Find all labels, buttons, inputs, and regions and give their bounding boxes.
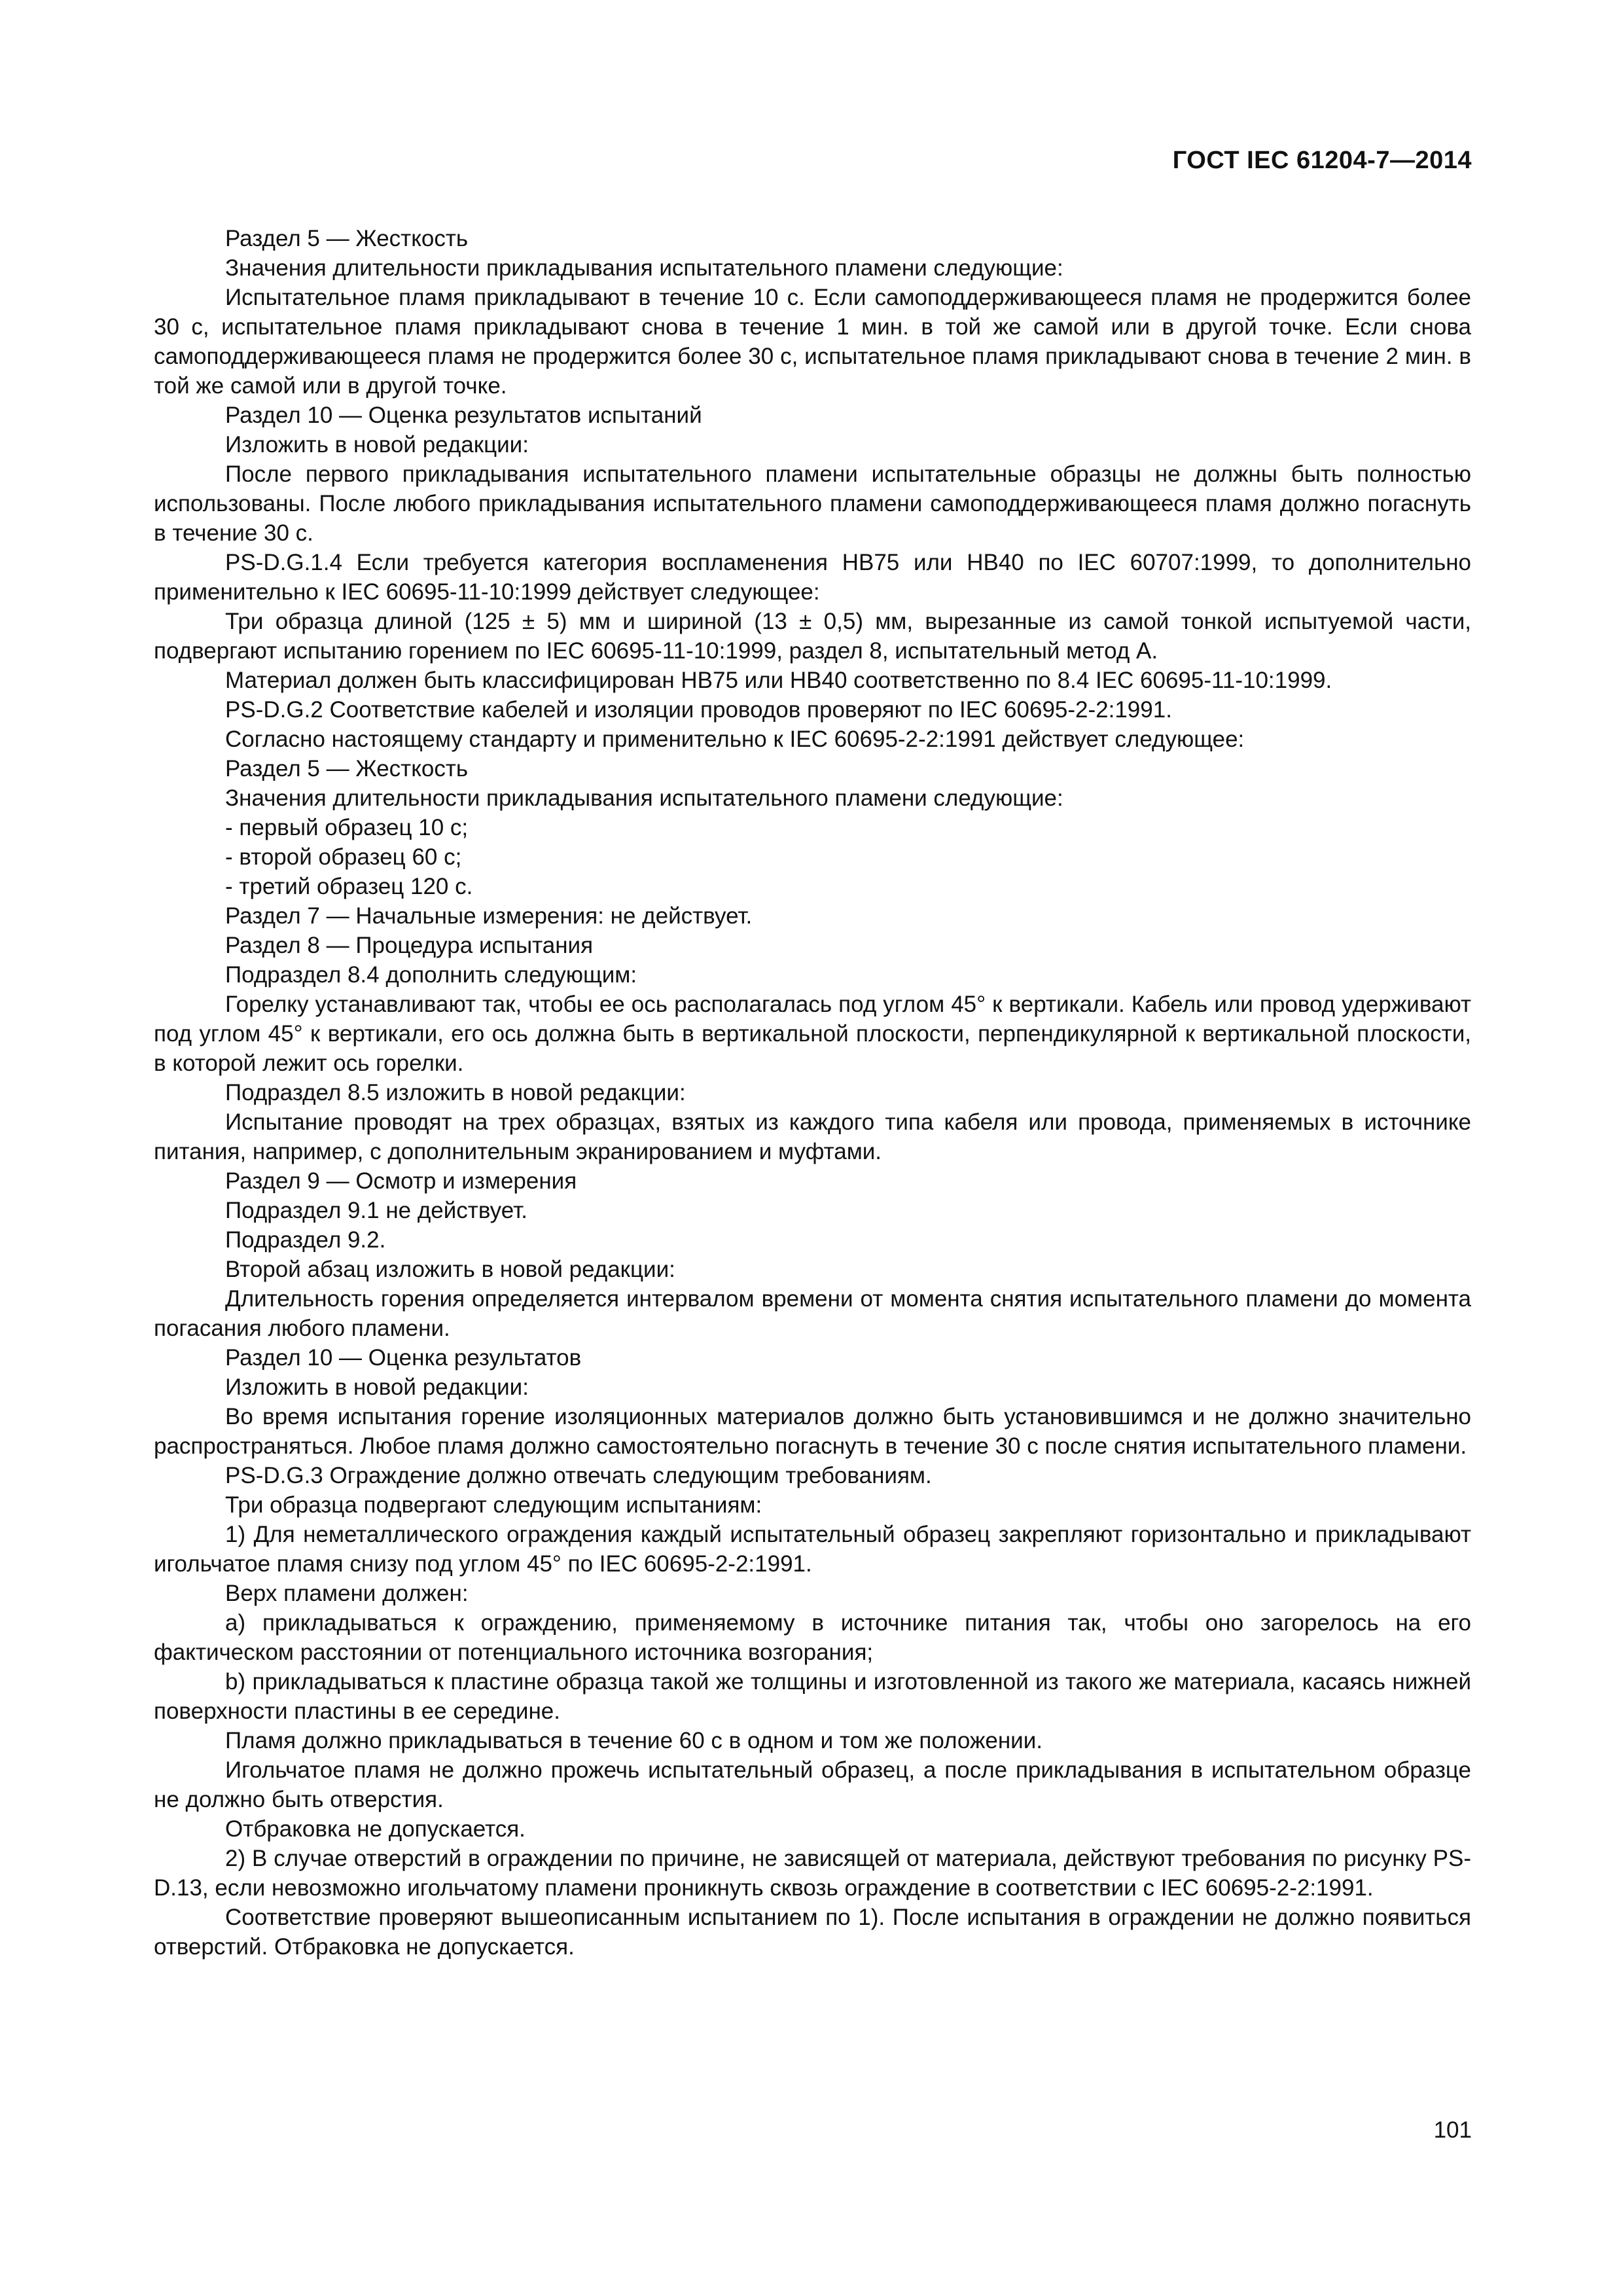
body-paragraph: - первый образец 10 с; <box>225 815 469 840</box>
body-paragraph: Значения длительности прикладывания испытательного пламени следующие: <box>225 255 1063 281</box>
body-paragraph: Значения длительности прикладывания испытательного пламени следующие: <box>225 785 1063 811</box>
body-paragraph: Игольчатое пламя не должно прожечь испытательный образец, а после прикладывания в испытательном образце не должно быть отверстия. <box>154 1757 1471 1812</box>
body-paragraph: Раздел 10 — Оценка результатов испытаний <box>225 403 702 428</box>
body-paragraph: Согласно настоящему стандарту и применительно к IEC 60695-2-2:1991 действует следующее: <box>225 726 1245 752</box>
body-paragraph: 2) В случае отверстий в ограждении по причине, не зависящей от материала, действуют требования по рисунку PS-D.13, если невозможно игольчатому пламени проникнуть сквозь ограждение в соответствии с IEC 60695-2-2:1991. <box>154 1846 1471 1901</box>
body-paragraph: Подраздел 9.2. <box>225 1227 386 1253</box>
body-paragraph: PS-D.G.1.4 Если требуется категория воспламенения НВ75 или НВ40 по IEC 60707:1999, то дополнительно применительно к IEC 60695-11-10:1999 действует следующее: <box>154 550 1471 605</box>
body-paragraph: a) прикладываться к ограждению, применяемому в источнике питания так, чтобы оно загорелось на его фактическом расстоянии от потенциального источника возгорания; <box>154 1610 1471 1665</box>
body-paragraph: Раздел 7 — Начальные измерения: не действует. <box>225 903 753 929</box>
body-paragraph: - второй образец 60 с; <box>225 844 462 870</box>
body-paragraph: Раздел 10 — Оценка результатов <box>225 1345 582 1371</box>
body-paragraph: 1) Для неметаллического ограждения каждый испытательный образец закрепляют горизонтально и прикладывают игольчатое пламя снизу под углом 45° по IEC 60695-2-2:1991. <box>154 1522 1471 1577</box>
document-code-header: ГОСТ IEC 61204-7—2014 <box>1172 147 1472 174</box>
body-paragraph: Материал должен быть классифицирован НВ75 или НВ40 соответственно по 8.4 IEC 60695-11-10:1999. <box>225 668 1332 693</box>
body-paragraph: Верх пламени должен: <box>225 1581 469 1606</box>
body-paragraph: PS-D.G.2 Соответствие кабелей и изоляции проводов проверяют по IEC 60695-2-2:1991. <box>225 697 1172 723</box>
body-paragraph: После первого прикладывания испытательного пламени испытательные образцы не должны быть полностью использованы. После любого прикладывания испытательного пламени самоподдерживающееся пламя должно погаснуть в течение 30 с. <box>154 461 1471 546</box>
body-paragraph: Раздел 9 — Осмотр и измерения <box>225 1168 577 1194</box>
body-paragraph: b) прикладываться к пластине образца такой же толщины и изготовленной из такого же материала, касаясь нижней поверхности пластины в ее середине. <box>154 1669 1471 1724</box>
body-paragraph: Во время испытания горение изоляционных материалов должно быть установившимся и не должно значительно распространяться. Любое пламя должно самостоятельно погаснуть в течение 30 с после снятия испытательного пламени. <box>154 1404 1471 1459</box>
body-paragraph: Отбраковка не допускается. <box>225 1816 526 1842</box>
body-paragraph: Длительность горения определяется интервалом времени от момента снятия испытательного пламени до момента погасания любого пламени. <box>154 1286 1471 1341</box>
page-number: 101 <box>1433 2117 1472 2143</box>
document-body <box>154 224 1471 1962</box>
body-paragraph: Пламя должно прикладываться в течение 60 с в одном и том же положении. <box>225 1728 1043 1753</box>
body-paragraph: Горелку устанавливают так, чтобы ее ось располагалась под углом 45° к вертикали. Кабель или провод удерживают под углом 45° к вертикали, его ось должна быть в вертикальной плоскости, перпендикулярной к вертикальной плоскости, в которой лежит ось горелки. <box>154 992 1471 1076</box>
body-paragraph: Второй абзац изложить в новой редакции: <box>225 1257 675 1282</box>
body-paragraph: Раздел 8 — Процедура испытания <box>225 933 594 958</box>
body-paragraph: Испытательное пламя прикладывают в течение 10 с. Если самоподдерживающееся пламя не продержится более 30 с, испытательное пламя прикладывают снова в течение 1 мин. в той же самой или в другой точке. Если снова самоподдерживающееся пламя не продержится более 30 с, испытательное пламя прикладывают снова в течение 2 мин. в той же самой или в другой точке. <box>154 285 1471 399</box>
body-paragraph: Раздел 5 — Жесткость <box>225 756 469 781</box>
body-paragraph: Подраздел 8.4 дополнить следующим: <box>225 962 637 988</box>
body-paragraph: Раздел 5 — Жесткость <box>225 226 469 251</box>
body-paragraph: - третий образец 120 с. <box>225 874 473 899</box>
body-paragraph: Изложить в новой редакции: <box>225 1374 529 1400</box>
body-paragraph: Подраздел 8.5 изложить в новой редакции: <box>225 1080 686 1105</box>
body-paragraph: Три образца подвергают следующим испытаниям: <box>225 1492 762 1518</box>
body-paragraph: Соответствие проверяют вышеописанным испытанием по 1). После испытания в ограждении не должно появиться отверстий. Отбраковка не допускается. <box>154 1905 1471 1960</box>
body-paragraph: Испытание проводят на трех образцах, взятых из каждого типа кабеля или провода, применяемых в источнике питания, например, с дополнительным экранированием и муфтами. <box>154 1109 1471 1164</box>
body-paragraph: Три образца длиной (125 ± 5) мм и шириной (13 ± 0,5) мм, вырезанные из самой тонкой испытуемой части, подвергают испытанию горением по IEC 60695-11-10:1999, раздел 8, испытательный метод А. <box>154 609 1471 664</box>
body-paragraph: PS-D.G.3 Ограждение должно отвечать следующим требованиям. <box>225 1463 932 1488</box>
body-paragraph: Подраздел 9.1 не действует. <box>225 1198 527 1223</box>
body-paragraph: Изложить в новой редакции: <box>225 432 529 457</box>
